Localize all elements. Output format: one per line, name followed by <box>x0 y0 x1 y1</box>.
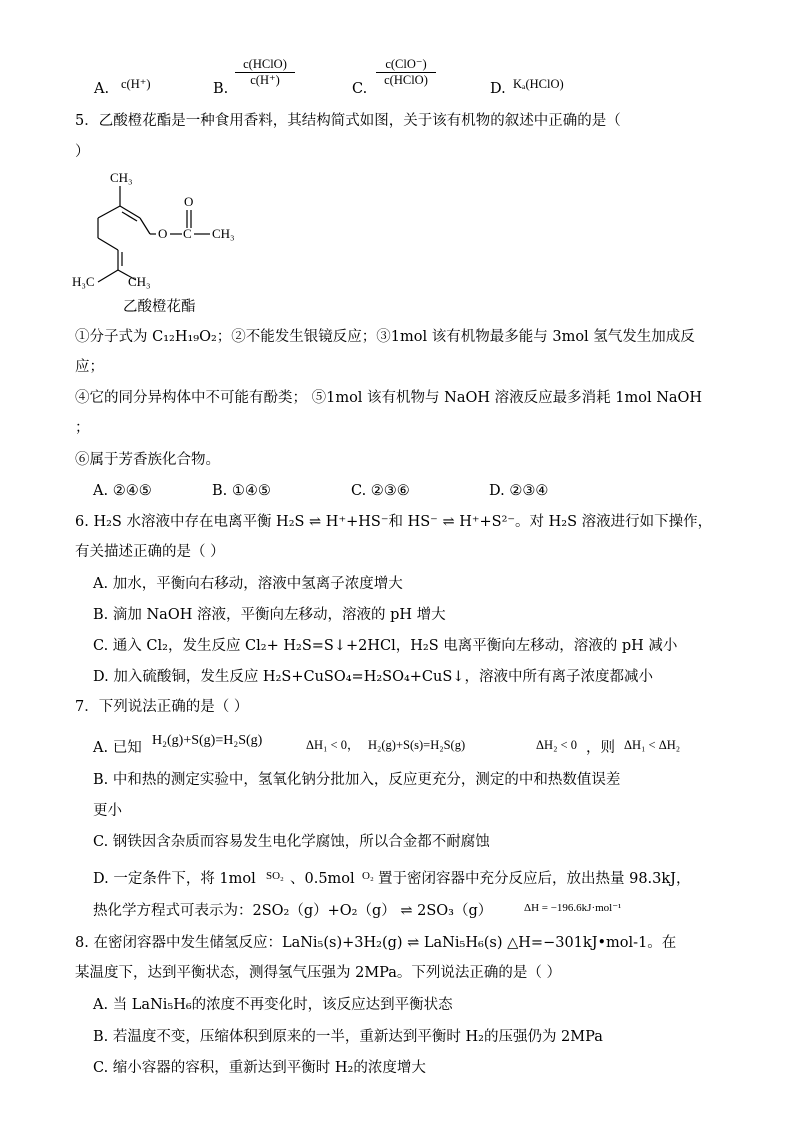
q5-statement-line5: ⑥属于芳香族化合物。 <box>75 452 220 468</box>
q4-option-c-label: C. <box>352 81 368 97</box>
ch3-right-label: CH₃ <box>212 226 235 241</box>
q7-option-a-eq2: H₂(g)+S(s)=H₂S(g) <box>368 738 466 752</box>
q5-statement-line3: ④它的同分异构体中不可能有酚类； ⑤1mol 该有机物与 NaOH 溶液反应最多消耗 1mol NaOH <box>75 390 703 406</box>
q4-option-b-label: B. <box>213 81 229 97</box>
q8-option-b: B. 若温度不变，压缩体积到原来的一半，重新达到平衡时 H₂的压强仍为 2MPa <box>93 1029 603 1045</box>
q5-structural-formula <box>70 166 260 292</box>
q7-option-d-part2: 、0.5mol <box>290 871 355 887</box>
q4-option-c-numerator: c(ClO⁻) <box>376 57 436 73</box>
q5-option-a: A. ②④⑤ <box>93 483 152 499</box>
q7-option-b-line2: 更小 <box>93 803 122 819</box>
carbonyl-o-label: O <box>184 194 194 209</box>
q5-statement-line4: ； <box>75 420 90 436</box>
q5-stem-line2: ） <box>75 144 90 160</box>
q5-statement-line1: ①分子式为 C₁₂H₁₉O₂；②不能发生银镜反应；③1mol 该有机物最多能与 3mol 氢气发生加成反 <box>75 329 695 345</box>
ester-c-label: C <box>183 226 192 241</box>
q5-option-b: B. ①④⑤ <box>212 483 271 499</box>
q7-option-d-so2: SO₂ <box>266 870 284 882</box>
q7-option-d-o2: O₂ <box>362 870 374 882</box>
q7-option-a-then: ，则 <box>586 740 615 756</box>
q6-option-d: D. 加入硫酸铜，发生反应 H₂S+CuSO₄=H₂SO₄+CuS↓，溶液中所有离子浓度都减小 <box>93 669 653 685</box>
q8-option-c: C. 缩小容器的容积，重新达到平衡时 H₂的浓度增大 <box>93 1060 426 1076</box>
q5-statement-line2: 应； <box>75 359 104 375</box>
q6-option-a: A. 加水，平衡向右移动，溶液中氢离子浓度增大 <box>93 576 403 592</box>
q4-option-b-denominator: c(H⁺) <box>250 73 280 87</box>
h3c-left-label: H₃C <box>72 274 95 289</box>
q4-option-b-numerator: c(HClO) <box>235 57 295 73</box>
q4-option-c-fraction <box>376 57 436 88</box>
q5-option-d: D. ②③④ <box>489 483 549 499</box>
ch3-top-label: CH₃ <box>110 170 133 185</box>
q5-stem-line1: 5．乙酸橙花酯是一种食用香料，其结构简式如图，关于该有机物的叙述中正确的是（ <box>75 113 621 129</box>
ester-o-label: O <box>158 226 168 241</box>
q8-option-a: A. 当 LaNi₅H₆的浓度不再变化时，该反应达到平衡状态 <box>93 997 453 1013</box>
q5-option-c: C. ②③⑥ <box>351 483 410 499</box>
q4-option-c-denominator: c(HClO) <box>384 73 428 87</box>
q7-option-a-dh1: ΔH₁ < 0， <box>306 738 360 752</box>
ch3-bottom-label: CH₃ <box>128 274 151 289</box>
q6-stem-line1: 6. H₂S 水溶液中存在电离平衡 H₂S ⇌ H⁺+HS⁻和 HS⁻ ⇌ H⁺+S²⁻。对 H₂S 溶液进行如下操作， <box>75 514 713 530</box>
q7-option-b-line1: B. 中和热的测定实验中，氢氧化钠分批加入，反应更充分，测定的中和热数值误差 <box>93 772 621 788</box>
q4-option-d-label: D. <box>490 81 506 97</box>
q6-option-c: C. 通入 Cl₂，发生反应 Cl₂+ H₂S=S↓+2HCl，H₂S 电离平衡向左移动，溶液的 pH 减小 <box>93 638 678 654</box>
q5-structure-caption: 乙酸橙花酯 <box>123 299 196 315</box>
q6-option-b: B. 滴加 NaOH 溶液，平衡向左移动，溶液的 pH 增大 <box>93 607 446 623</box>
q7-option-a-relation: ΔH₁ < ΔH₂ <box>624 738 681 752</box>
q7-option-a-prefix: A. 已知 <box>93 740 142 756</box>
q7-option-a-eq1: H₂(g)+S(g)=H₂S(g) <box>152 733 263 748</box>
q7-stem: 7．下列说法正确的是（ ） <box>75 699 249 715</box>
q7-option-d-line2: 热化学方程式可表示为：2SO₂（g）+O₂（g） ⇌ 2SO₃（g） <box>93 903 493 919</box>
q6-stem-line2: 有关描述正确的是（ ） <box>75 544 225 560</box>
q4-option-a-expr: c(H⁺) <box>121 77 151 91</box>
q7-option-a-dh2: ΔH₂ < 0 <box>536 738 577 752</box>
q4-option-d-expr: Kₐ(HClO) <box>513 77 564 91</box>
q7-option-d-part3: 置于密闭容器中充分反应后，放出热量 98.3kJ， <box>378 871 691 887</box>
q8-stem-line1: 8. 在密闭容器中发生储氢反应：LaNi₅(s)+3H₂(g) ⇌ LaNi₅H₆(s) △H=−301kJ•mol-1。在 <box>75 935 677 951</box>
q4-option-b-fraction <box>235 57 295 88</box>
q4-option-a-label: A. <box>94 81 110 97</box>
q7-option-c: C. 钢铁因含杂质而容易发生电化学腐蚀，所以合金都不耐腐蚀 <box>93 834 490 850</box>
q7-option-d-delta-h: ΔH = −196.6kJ·mol⁻¹ <box>524 902 622 914</box>
q8-stem-line2: 某温度下，达到平衡状态，测得氢气压强为 2MPa。下列说法正确的是（ ） <box>75 965 562 981</box>
q7-option-d-part1: D. 一定条件下，将 1mol <box>93 871 256 887</box>
